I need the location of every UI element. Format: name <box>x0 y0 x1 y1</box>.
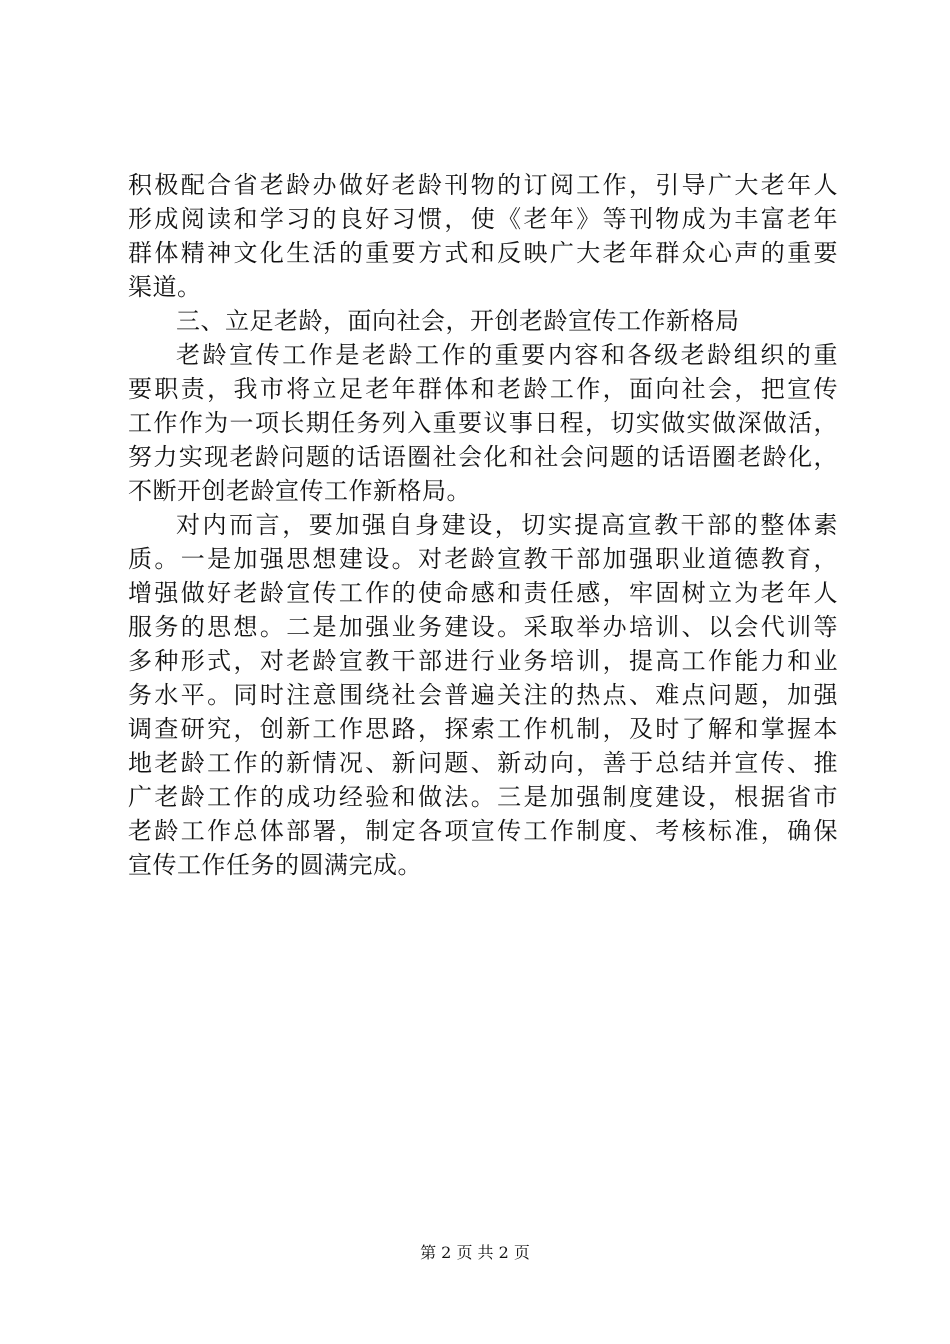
text-line: 质。一是加强思想建设。对老龄宣教干部加强职业道德教育， <box>128 545 838 573</box>
text-line: 老龄宣传工作是老龄工作的重要内容和各级老龄组织的重 <box>176 341 838 369</box>
text-line: 对内而言，要加强自身建设，切实提高宣教干部的整体素 <box>176 511 838 539</box>
text-line: 广老龄工作的成功经验和做法。三是加强制度建设，根据省市 <box>128 783 838 811</box>
text-line: 渠道。 <box>128 273 202 301</box>
text-line: 增强做好老龄宣传工作的使命感和责任感，牢固树立为老年人 <box>128 579 838 607</box>
text-line: 服务的思想。二是加强业务建设。采取举办培训、以会代训等 <box>128 613 838 641</box>
text-line: 宣传工作任务的圆满完成。 <box>128 851 422 879</box>
text-line: 地老龄工作的新情况、新问题、新动向，善于总结并宣传、推 <box>128 749 838 777</box>
text-line: 多种形式，对老龄宣教干部进行业务培训，提高工作能力和业 <box>128 647 838 675</box>
text-line: 要职责，我市将立足老年群体和老龄工作，面向社会，把宣传 <box>128 375 838 403</box>
text-line: 形成阅读和学习的良好习惯，使《老年》等刊物成为丰富老年 <box>128 205 838 233</box>
text-line: 努力实现老龄问题的话语圈社会化和社会问题的话语圈老龄化， <box>128 443 838 471</box>
text-line: 老龄工作总体部署，制定各项宣传工作制度、考核标准，确保 <box>128 817 838 845</box>
document-body <box>128 168 838 882</box>
text-line: 务水平。同时注意围绕社会普遍关注的热点、难点问题，加强 <box>128 681 838 709</box>
page-number-footer: 第 2 页 共 2 页 <box>420 1243 530 1262</box>
text-line: 积极配合省老龄办做好老龄刊物的订阅工作，引导广大老年人 <box>128 171 838 199</box>
text-line: 不断开创老龄宣传工作新格局。 <box>128 477 471 505</box>
text-line: 工作作为一项长期任务列入重要议事日程，切实做实做深做活， <box>128 409 838 437</box>
section-heading: 三、立足老龄，面向社会，开创老龄宣传工作新格局 <box>176 307 740 335</box>
text-line: 群体精神文化生活的重要方式和反映广大老年群众心声的重要 <box>128 239 838 267</box>
text-line: 调查研究，创新工作思路，探索工作机制，及时了解和掌握本 <box>128 715 838 743</box>
